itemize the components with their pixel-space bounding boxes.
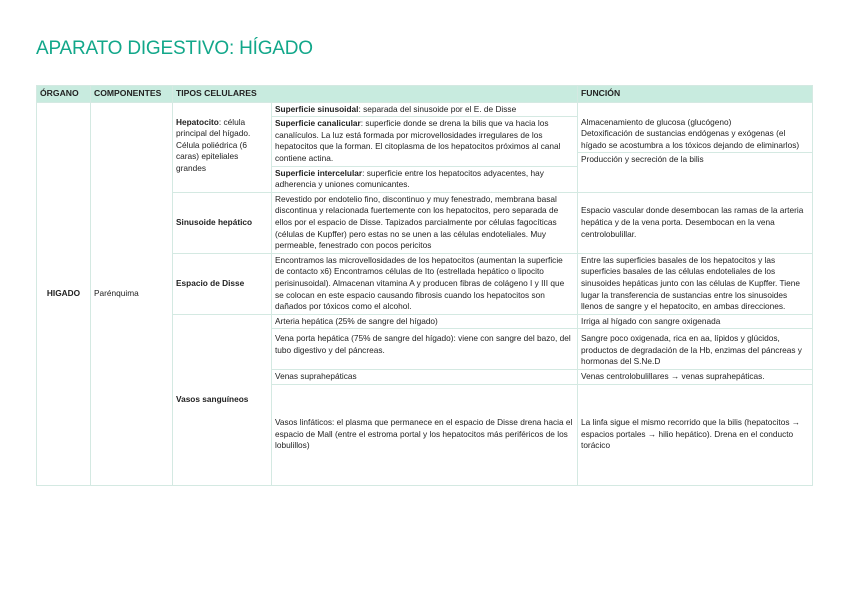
sinusoide-func: Espacio vascular donde desembocan las ramas de la arteria hepática y de la vena porta. Desembocan en la vena centrolobulillar. bbox=[578, 192, 813, 253]
componente-cell: Parénquima bbox=[91, 102, 173, 485]
sinusoide-name: Sinusoide hepático bbox=[173, 192, 272, 253]
surface-intercelular bbox=[272, 166, 577, 192]
surface-label: Superficie intercelular bbox=[275, 167, 363, 178]
vasos-name: Vasos sanguíneos bbox=[173, 314, 272, 485]
surface-text: : separada del sinusoide por el E. de Disse bbox=[358, 103, 517, 114]
header-organo: ÓRGANO bbox=[37, 86, 91, 103]
hepatocito-name: Hepatocito bbox=[176, 116, 219, 127]
header-row bbox=[37, 86, 813, 103]
surface-sinusoidal bbox=[272, 103, 577, 117]
vaso-func: La linfa sigue el mismo recorrido que la bilis (hepatocitos → espacios portales → hilio hepático). Drena en el conducto torácico bbox=[578, 384, 813, 485]
hepatocito-cell bbox=[173, 102, 272, 192]
header-componentes: COMPONENTES bbox=[91, 86, 173, 103]
table-row bbox=[37, 102, 813, 192]
vaso-func: Irriga al hígado con sangre oxigenada bbox=[578, 314, 813, 329]
page-title: APARATO DIGESTIVO: HÍGADO bbox=[36, 38, 313, 59]
disse-func: Entre las superficies basales de los hepatocitos y las superficies basales de las células endoteliales de los sinusoides hepáticas junto con las células de Kupffer. Tiene lugar la transferencia de sustancias entre los sinusoides llenos de sangre y el hepatocito, en ambas direcciones. bbox=[578, 253, 813, 314]
header-tipos: TIPOS CELULARES bbox=[173, 86, 578, 103]
sinusoide-text: Revestido por endotelio fino, discontinuo y muy fenestrado, membrana basal discontinua y relacionada fuertemente con los hepatocitos, pero separada de ellos por el espacio de Disse. Tapizados parcialmente por células fagocíticas (células de Kupffer) pero estas no se unen a las células endoteliales. Muy permeable, fenestrado con pocos pericitos bbox=[272, 192, 578, 253]
vaso-func: Venas centrolobulillares → venas suprahepáticas. bbox=[578, 370, 813, 385]
func-item: Detoxificación de sustancias endógenas y exógenas (el hígado se acostumbra a los tóxicos dejando de eliminarlos) bbox=[581, 128, 800, 150]
hepatocito-desc: : célula principal del hígado. Célula poliédrica (6 caras) epiteliales grandes bbox=[176, 116, 251, 173]
func-item: Producción y secreción de la bilis bbox=[578, 152, 812, 167]
vaso-text: Vasos linfáticos: el plasma que permanece en el espacio de Disse drena hacia el espacio de Mall (entre el estroma portal y los hepatocitos más periféricos de los lobulillos) bbox=[272, 384, 578, 485]
surface-text: : superficie donde se drena la bilis que va hacia los canalículos. La luz está formada por microvellosidades irregulares de los hepatocitos que la forman. El citoplasma de los hepatocitos próximos al canal contiene actina. bbox=[275, 118, 561, 163]
liver-table bbox=[36, 85, 813, 486]
vaso-func: Sangre poco oxigenada, rica en aa, lípidos y glúcidos, productos de degradación de la Hb, enzimas del páncreas y hormonas del S.Ne.D bbox=[578, 329, 813, 370]
disse-text: Encontramos las microvellosidades de los hepatocitos (aumentan la superficie de contacto x6) Encontramos células de Ito (estrellada hepático o lipocito perisinusoidal). Almacenan vitamina A y producen fibras de colágeno I y III que se colocan en este espacio causando fibrosis cuando los hepatocitos son dañados por tóxicos como el alcohol. bbox=[272, 253, 578, 314]
vaso-text: Venas suprahepáticas bbox=[272, 370, 578, 385]
surface-text: : superficie entre los hepatocitos adyacentes, hay adherencia y uniones comunicantes. bbox=[275, 167, 544, 190]
vaso-text: Arteria hepática (25% de sangre del hígado) bbox=[272, 314, 578, 329]
surface-label: Superficie sinusoidal bbox=[275, 103, 359, 114]
organo-cell: HIGADO bbox=[37, 102, 91, 485]
func-item: Almacenamiento de glucosa (glucógeno) bbox=[581, 116, 732, 127]
hepatocito-funcs bbox=[578, 102, 813, 192]
disse-name: Espacio de Disse bbox=[173, 253, 272, 314]
surface-canalicular bbox=[272, 116, 577, 165]
vaso-text: Vena porta hepática (75% de sangre del hígado): viene con sangre del bazo, del tubo digestivo y del páncreas. bbox=[272, 329, 578, 370]
surface-label: Superficie canalicular bbox=[275, 118, 361, 129]
header-funcion: FUNCIÓN bbox=[578, 86, 813, 103]
hepatocito-surfaces bbox=[272, 102, 578, 192]
